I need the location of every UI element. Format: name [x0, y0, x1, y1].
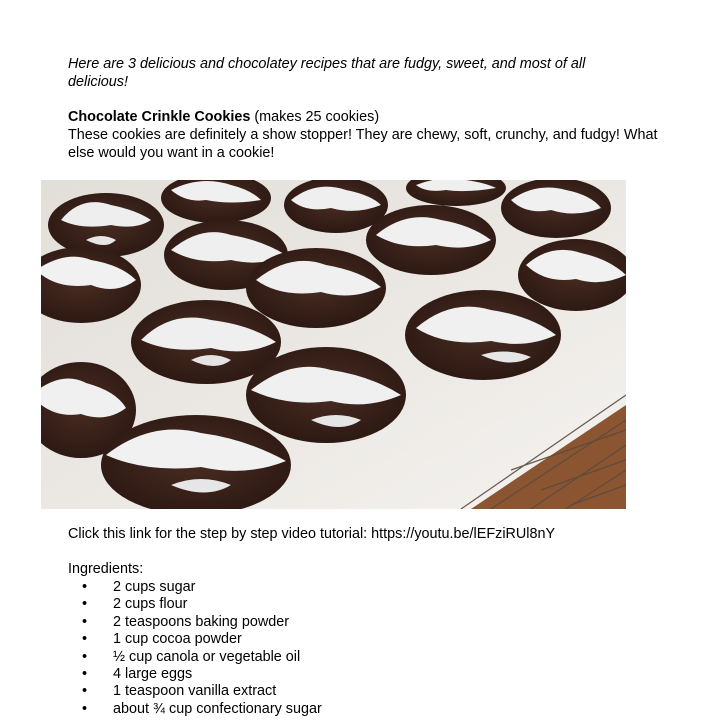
- recipe-description: These cookies are definitely a show stopper! They are chewy, soft, crunchy, and fudgy! What else would you want in a cookie!: [68, 127, 658, 161]
- list-item: [68, 579, 568, 596]
- recipe-yield: (makes 25 cookies): [250, 109, 380, 125]
- ingredient-text: 1 cup cocoa powder: [113, 631, 242, 648]
- bullet: •: [82, 648, 88, 665]
- list-item: [68, 666, 568, 683]
- recipe-heading: [68, 109, 668, 127]
- bullet: •: [82, 596, 88, 613]
- bullet: •: [82, 579, 88, 595]
- list-item: [68, 701, 568, 718]
- ingredient-text: 2 teaspoons baking powder: [113, 613, 290, 630]
- bullet: •: [82, 683, 88, 700]
- ingredient-text: 4 large eggs: [113, 665, 193, 682]
- ingredient-text: about ¾ cup confectionary sugar: [113, 700, 322, 717]
- list-item: [68, 614, 568, 631]
- ingredient-text: ½ cup canola or vegetable oil: [113, 648, 301, 665]
- bullet: •: [82, 613, 88, 630]
- list-item: [68, 683, 568, 700]
- recipe-title: Chocolate Crinkle Cookies: [68, 109, 251, 125]
- video-link-text[interactable]: Click this link for the step by step video tutorial: https://youtu.be/lEFziRUl8nY: [68, 526, 556, 542]
- bullet: •: [82, 665, 88, 682]
- list-item: [68, 649, 568, 666]
- ingredient-text: 2 cups sugar: [113, 579, 196, 595]
- ingredient-text: 1 teaspoon vanilla extract: [113, 683, 277, 700]
- bullet: •: [82, 700, 88, 717]
- ingredients-list: [68, 579, 568, 718]
- ingredients-title: Ingredients:: [68, 561, 144, 577]
- list-item: [68, 631, 568, 648]
- cookies-photo: [41, 180, 626, 509]
- bullet: •: [82, 631, 88, 648]
- intro-text: Here are 3 delicious and chocolatey recipes that are fudgy, sweet, and most of all delicious!: [68, 56, 586, 90]
- ingredient-text: 2 cups flour: [113, 596, 188, 613]
- list-item: [68, 596, 568, 613]
